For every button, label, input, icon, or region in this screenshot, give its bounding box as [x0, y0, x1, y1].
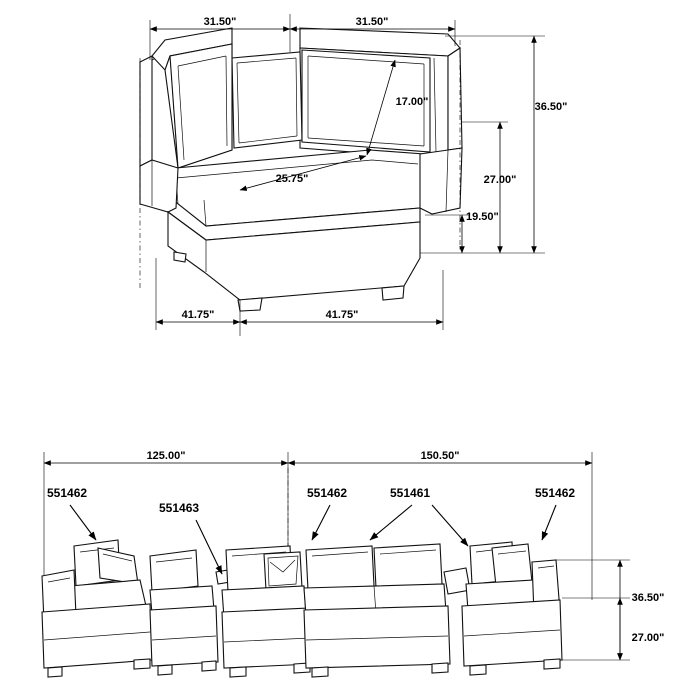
dim-top-right-width: 31.50" — [355, 16, 389, 28]
dim-top-left-width: 31.50" — [203, 16, 237, 28]
sku-callout-left-armchair: 551462 — [47, 486, 88, 500]
module-left-armchair — [42, 540, 152, 677]
dim-bottom-left-width: 41.75" — [181, 309, 215, 321]
sku-callout-center-armless: 551461 — [390, 486, 431, 500]
module-corner — [222, 546, 312, 677]
top-view-corner-chair — [140, 14, 567, 336]
dim-left-section-width: 125.00" — [146, 450, 186, 462]
sku-callout-left-armless: 551463 — [159, 501, 200, 515]
dim-seat-depth: 25.75" — [275, 173, 309, 185]
dim-seat-height: 19.50" — [466, 211, 499, 223]
sku-callout-right-armchair: 551462 — [535, 486, 576, 500]
dim-overall-height: 36.50" — [534, 101, 568, 113]
dim-bottom-right-width: 41.75" — [325, 309, 359, 321]
dim-arm-height: 27.00" — [483, 174, 517, 186]
dim-back-cushion-height: 17.00" — [395, 96, 429, 108]
dim-sectional-arm-height: 27.00" — [631, 632, 665, 644]
module-center-armless — [304, 544, 470, 677]
bottom-view-sectional — [42, 450, 664, 677]
sku-callout-corner: 551462 — [307, 486, 348, 500]
module-right-armchair — [462, 542, 562, 675]
dim-right-section-width: 150.50" — [420, 450, 460, 462]
module-left-armless — [150, 550, 230, 675]
dim-sectional-overall-height: 36.50" — [631, 592, 665, 604]
